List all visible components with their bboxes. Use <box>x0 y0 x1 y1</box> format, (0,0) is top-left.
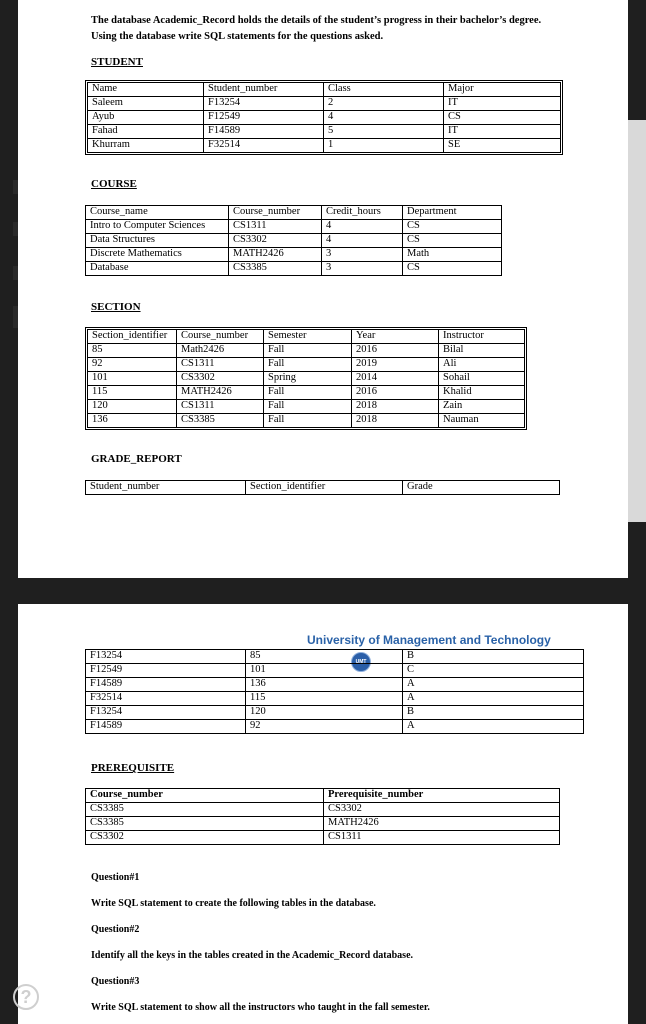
prerequisite-table <box>85 788 560 845</box>
column-header: Section_identifier <box>246 481 403 495</box>
column-header: Semester <box>264 330 352 344</box>
question-label: Question#2 <box>91 924 140 935</box>
cell: CS1311 <box>229 220 322 234</box>
cell: 101 <box>246 664 403 678</box>
document-page-1 <box>18 0 628 578</box>
table-row <box>88 386 525 400</box>
table-row <box>86 803 560 817</box>
cell: 92 <box>246 720 403 734</box>
cell: IT <box>444 125 561 139</box>
cell: CS3302 <box>229 234 322 248</box>
column-header: Instructor <box>439 330 525 344</box>
table-row <box>88 97 561 111</box>
question-text: Identify all the keys in the tables created in the Academic_Record database. <box>91 950 414 961</box>
column-header: Course_number <box>177 330 264 344</box>
column-header: Year <box>352 330 439 344</box>
cell: 3 <box>322 248 403 262</box>
cell: 3 <box>322 262 403 276</box>
column-header: Credit_hours <box>322 206 403 220</box>
cell: 2016 <box>352 344 439 358</box>
cell: 4 <box>322 220 403 234</box>
cell: Spring <box>264 372 352 386</box>
cell: CS3302 <box>324 803 560 817</box>
cell: Discrete Mathematics <box>86 248 229 262</box>
column-header: Grade <box>403 481 560 495</box>
cell: 115 <box>88 386 177 400</box>
cell: F32514 <box>86 692 246 706</box>
cell: Sohail <box>439 372 525 386</box>
cell: 115 <box>246 692 403 706</box>
question-text: Write SQL statement to create the following tables in the database. <box>91 898 376 909</box>
cell: 4 <box>324 111 444 125</box>
cell: Math2426 <box>177 344 264 358</box>
cell: 2 <box>324 97 444 111</box>
question-label: Question#3 <box>91 976 140 987</box>
scrollbar[interactable] <box>628 120 646 522</box>
grade-report-table <box>85 649 584 734</box>
column-header: Prerequisite_number <box>324 789 560 803</box>
table-row <box>88 111 561 125</box>
student-table-title: STUDENT <box>91 56 143 68</box>
intro-paragraph: The database Academic_Record holds the details of the student’s progress in their bachelor’s degree. Using the database write SQL statements for the questions asked. <box>91 15 542 42</box>
cell: Fall <box>264 414 352 428</box>
cell: Khurram <box>88 139 204 153</box>
table-row <box>88 372 525 386</box>
cell: Fall <box>264 386 352 400</box>
cell: 2018 <box>352 400 439 414</box>
cell: Bilal <box>439 344 525 358</box>
cell: CS1311 <box>324 831 560 845</box>
cell: B <box>403 650 584 664</box>
cell: CS <box>403 234 502 248</box>
cell: Math <box>403 248 502 262</box>
table-row <box>86 248 502 262</box>
cell: MATH2426 <box>229 248 322 262</box>
cell: F13254 <box>86 706 246 720</box>
cell: CS3385 <box>229 262 322 276</box>
table-row <box>86 262 502 276</box>
cell: 2019 <box>352 358 439 372</box>
cell: CS3385 <box>86 803 324 817</box>
cell: Data Structures <box>86 234 229 248</box>
cell: Nauman <box>439 414 525 428</box>
cell: Zain <box>439 400 525 414</box>
prerequisite-table-title: PREREQUISITE <box>91 762 175 774</box>
cell: CS1311 <box>177 358 264 372</box>
cell: CS <box>403 262 502 276</box>
column-header: Course_name <box>86 206 229 220</box>
table-row <box>86 234 502 248</box>
column-header: Course_number <box>229 206 322 220</box>
cell: SE <box>444 139 561 153</box>
cell: 2016 <box>352 386 439 400</box>
cell: IT <box>444 97 561 111</box>
cell: Fall <box>264 344 352 358</box>
cell: C <box>403 664 584 678</box>
cell: Intro to Computer Sciences <box>86 220 229 234</box>
table-row <box>88 400 525 414</box>
column-header: Name <box>88 83 204 97</box>
table-row <box>86 817 560 831</box>
cell: MATH2426 <box>324 817 560 831</box>
cell: 2018 <box>352 414 439 428</box>
question-label: Question#1 <box>91 872 140 883</box>
course-table-title: COURSE <box>91 178 137 190</box>
column-header: Student_number <box>86 481 246 495</box>
cell: 136 <box>88 414 177 428</box>
cell: CS3302 <box>86 831 324 845</box>
cell: F14589 <box>86 720 246 734</box>
cell: F32514 <box>204 139 324 153</box>
cell: 85 <box>88 344 177 358</box>
table-row <box>86 678 584 692</box>
cell: 2014 <box>352 372 439 386</box>
cell: 136 <box>246 678 403 692</box>
cell: Saleem <box>88 97 204 111</box>
cell: CS3302 <box>177 372 264 386</box>
cell: B <box>403 706 584 720</box>
cell: 4 <box>322 234 403 248</box>
cell: Khalid <box>439 386 525 400</box>
student-table <box>87 82 561 153</box>
cell: 120 <box>88 400 177 414</box>
cell: A <box>403 678 584 692</box>
table-row <box>86 831 560 845</box>
cell: CS3385 <box>86 817 324 831</box>
document-page-2 <box>18 604 628 1024</box>
grade-report-title: GRADE_REPORT <box>91 453 182 465</box>
cell: F12549 <box>86 664 246 678</box>
question-text: Write SQL statement to show all the instructors who taught in the fall semester. <box>91 1002 430 1013</box>
cell: Fall <box>264 358 352 372</box>
cell: Fahad <box>88 125 204 139</box>
cell: Database <box>86 262 229 276</box>
table-row <box>86 720 584 734</box>
column-header: Major <box>444 83 561 97</box>
cell: 92 <box>88 358 177 372</box>
cell: CS <box>403 220 502 234</box>
column-header: Class <box>324 83 444 97</box>
cell: A <box>403 692 584 706</box>
column-header: Department <box>403 206 502 220</box>
table-row <box>88 139 561 153</box>
cell: 85 <box>246 650 403 664</box>
cell: MATH2426 <box>177 386 264 400</box>
cell: Ayub <box>88 111 204 125</box>
section-table-title: SECTION <box>91 301 141 313</box>
cell: 5 <box>324 125 444 139</box>
table-row <box>88 414 525 428</box>
cell: 120 <box>246 706 403 720</box>
cell: F12549 <box>204 111 324 125</box>
cell: 101 <box>88 372 177 386</box>
cell: Ali <box>439 358 525 372</box>
table-row <box>88 358 525 372</box>
column-header: Student_number <box>204 83 324 97</box>
cell: Fall <box>264 400 352 414</box>
cell: CS3385 <box>177 414 264 428</box>
table-row <box>86 692 584 706</box>
cell: F14589 <box>86 678 246 692</box>
cell: F14589 <box>204 125 324 139</box>
cell: CS1311 <box>177 400 264 414</box>
cell: F13254 <box>204 97 324 111</box>
cell: F13254 <box>86 650 246 664</box>
cell: 1 <box>324 139 444 153</box>
question-mark-icon[interactable]: ? <box>13 984 39 1010</box>
table-row <box>86 220 502 234</box>
course-table <box>85 205 502 276</box>
cell: A <box>403 720 584 734</box>
column-header: Section_identifier <box>88 330 177 344</box>
table-row <box>88 125 561 139</box>
section-table <box>87 329 525 428</box>
grade-report-header-table <box>85 480 560 495</box>
table-row <box>86 706 584 720</box>
cell: CS <box>444 111 561 125</box>
university-name: University of Management and Technology <box>307 633 551 647</box>
university-logo-icon: UMT <box>351 652 371 672</box>
table-row <box>88 344 525 358</box>
column-header: Course_number <box>86 789 324 803</box>
table-row <box>86 664 584 678</box>
table-row <box>86 650 584 664</box>
